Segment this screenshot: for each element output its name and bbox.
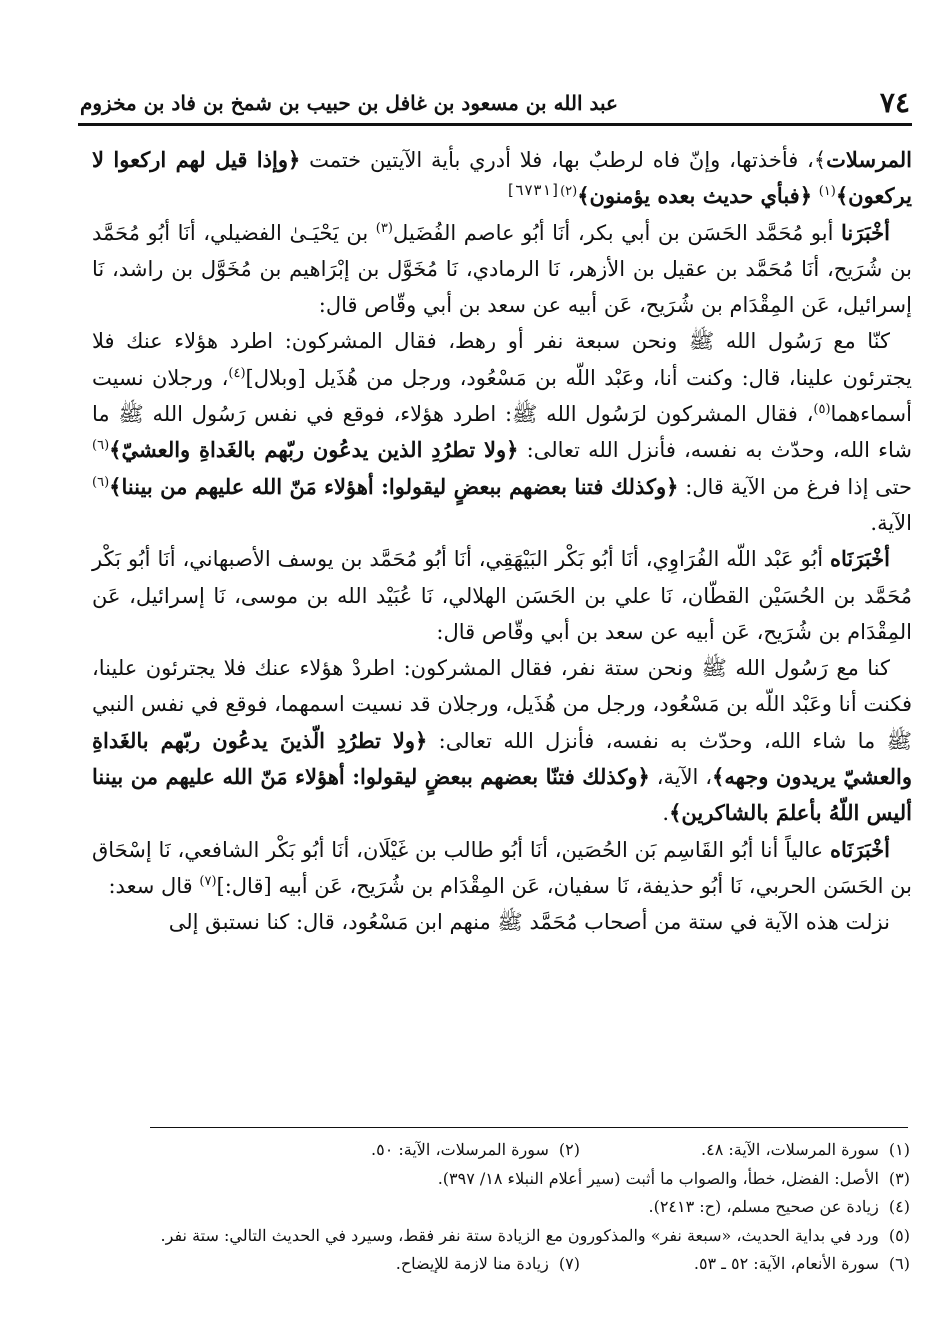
transmission-keyword: أخْبَرَنَاه: [830, 836, 891, 862]
paragraph-4: [92, 541, 912, 650]
header-rule: [78, 123, 912, 126]
footnote-1: (١)سورة المرسلات، الآية: ٤٨.: [701, 1140, 910, 1159]
footnote-6: (٦)سورة الأنعام، الآية: ٥٢ ـ ٥٣.: [693, 1254, 910, 1273]
paragraph-text: كنّا مع رَسُول الله ﷺ ونحن سبعة نفر أو رهط، فقال المشركون: اطرد هؤلاء عنك فلا يجترئون علينا، قال: وكنت أنا، وعَبْد اللّه بن مَسْعُود، ورجل من هُذَيل [وبلال]: [92, 329, 912, 390]
paragraph-text: أبُو عَبْد اللّه الفُرَاوِي، أنَا أبُو بَكْر البَيْهَقِي، أنَا أبُو مُحَمَّد بن يوسف الأصبهاني، أنَا أبُو بَكْر مُحَمَّد بن الحُسَيْن القطّان، نَا علي بن الحَسَن الهلالي، نَا عُبَيْد الله بن موسى، نَا إسرائيل، عَن المِقْدَام بن شُرَيح، عَن أبيه عن سعد بن أبي وقّاص قال:: [92, 547, 912, 644]
footnote-marker: (٦): [92, 438, 110, 454]
paragraph-text: ، فقال المشركون لرَسُول الله ﷺ: اطرد هؤلاء، فوقع في نفس رَسُول الله ﷺ ما شاء الله، وحدّث به نفسه، فأنزل الله تعالى:: [92, 402, 913, 463]
footnote-5: (٥)ورد في بداية الحديث، «سبعة نفر» والمذكورون مع الزيادة ستة نفر فقط، وسيرد في الحديث التالي: ستة نفر.: [160, 1225, 910, 1245]
footnote-2: (٢)سورة المرسلات، الآية: ٥٠.: [371, 1140, 580, 1159]
footnote-marker: (٧): [199, 873, 217, 889]
paragraph-text: ، ورجلان نسيت أسماءهما: [92, 365, 912, 427]
paragraph-6: [92, 832, 912, 905]
paragraph-3: [92, 323, 912, 541]
footnote-marker: (٥): [813, 402, 831, 418]
paragraph-text: ، فأخذتها، وإنّ فاه لرطبٌ بها، فلا أدري بأية الآيتين ختمت: [309, 148, 814, 172]
page-number: ٧٤: [879, 86, 910, 119]
footnote-4: (٤)زيادة عن صحيح مسلم، (ح: ٢٤١٣).: [648, 1197, 910, 1216]
page-header: [80, 80, 910, 120]
paragraph-text: كنا مع رَسُول الله ﷺ ونحن ستة نفر، فقال المشركون: اطردْ هؤلاء عنك فلا يجترئون علينا، فكنت أنا وعَبْد اللّه بن مَسْعُود، ورجل من هُذَيل، ورجلان قد نسيت اسمهما، فوقع في نفس النبي ﷺ ما شاء الله، وحدّث به نفسه، فأنزل الله تعالى:: [92, 656, 912, 753]
hadith-number: [٦٧٣١]: [505, 181, 561, 200]
footnote-row: [90, 1193, 910, 1222]
quran-verse: ﴿وإذا قيل لهم اركعوا لا يركعون﴾: [92, 147, 912, 209]
paragraph-1: المرسلات﴾، فأخذتها، وإنّ فاه لرطبٌ بها، فلا أدري بأية الآيتين ختمت ﴿وإذا قيل لهم اركعوا لا يركعون﴾$^{(١)}$ ﴿فبأي حديث بعده يؤمنون﴾$^{(٢)[٦٧٣١]}$: [92, 147, 912, 209]
paragraph-text: .: [662, 801, 670, 826]
transmission-keyword: أخْبَرَنا: [841, 219, 890, 245]
footnote-3: (٣)الأصل: الفضل، خطأ، والصواب ما أثبت (سير أعلام النبلاء ١٨/ ٣٩٧).: [437, 1168, 910, 1188]
footnote-row: [90, 1250, 910, 1279]
footnote-7: (٧)زيادة منا لازمة للإيضاح.: [395, 1254, 580, 1273]
paragraph-text: ، الآية،: [656, 765, 713, 790]
paragraph-text: الآية.: [870, 510, 912, 535]
paragraph-text: نزلت هذه الآية في ستة من أصحاب مُحَمَّد ﷺ منهم ابن مَسْعُود، قال: كنا نستبق إلى: [168, 910, 890, 935]
footnote-row: [90, 1136, 910, 1165]
running-title: عبد الله بن مسعود بن غافل بن حبيب بن شمخ بن فاد بن مخزوم: [80, 91, 618, 115]
quran-verse: المرسلات: [826, 147, 912, 172]
footnote-marker: (٦): [92, 474, 110, 490]
main-text: [92, 142, 912, 941]
footnote-marker: (٣): [375, 220, 393, 236]
paragraph-7: [92, 904, 912, 940]
paragraph-5: [92, 650, 912, 831]
footnote-rule: [150, 1127, 908, 1128]
footnote-row: [90, 1165, 910, 1194]
footnote-marker: (٤): [228, 365, 246, 381]
quran-verse: ﴿ولا تطرُدِ الذين يدعُون ربّهم بالغَداةِ والعشيّ﴾: [109, 437, 519, 463]
paragraph-text: أبو مُحَمَّد الحَسَن بن أبي بكر، أنَا أبُو عاصم الفُضَيل: [392, 220, 834, 245]
quran-verse: ﴿وكذلك فتنا بعضهم ببعضٍ ليقولوا: أهؤلاء مَنّ الله عليهم من بيننا﴾: [109, 473, 679, 499]
footnote-marker: (١): [818, 184, 836, 200]
transmission-keyword: أخْبَرَنَاه: [829, 546, 890, 572]
paragraph-text: حتى إذا فرغ من الآية قال:: [685, 474, 912, 499]
quran-verse: ﴿فبأي حديث بعده يؤمنون﴾: [577, 183, 813, 209]
footnote-row: [90, 1222, 910, 1251]
paragraph-text: قال سعد:: [108, 873, 193, 898]
footnote-marker: (٢): [560, 184, 578, 200]
paragraph-text: بن يَحْيَـىٰ الفضيلي، أنَا أبُو مُحَمَّد بن شُرَيح، أنَا مُحَمَّد بن عقيل بن الأزهر، نَا الرمادي، نَا مُخَوَّل بن إبْرَاهيم بن مُخَوَّل بن راشد، نَا إسرائيل، عَن المِقْدَام بن شُرَيح، عَن أبيه عن سعد بن أبي وقّاص قال:: [92, 220, 912, 318]
quran-verse: ﴿ولا تطرُدِ الّذينَ يدعُون ربّهم بالغَداةِ والعشيّ يريدون وجهه﴾: [92, 727, 912, 790]
footnotes: [90, 1136, 910, 1279]
quran-verse: ﴿وكذلك فتنّا بعضهم ببعضٍ ليقولوا: أهؤلاء مَنّ الله عليهم من بيننا أليس اللّهُ بأعلمَ بالشاكرين﴾: [92, 764, 912, 826]
paragraph-2: [92, 215, 912, 324]
paragraph-text: عالياً أنا أبُو القَاسِم بَن الحُصَين، أنَا أبُو طالب بن غَيْلَان، أنَا أبُو بَكْر الشافعي، نَا إسْحَاق بن الحَسَن الحربي، نَا أبُو حذيفة، نَا سفيان، عَن المِقْدَام بن شُرَيح، عَن أبيه [قال:]: [92, 837, 912, 898]
